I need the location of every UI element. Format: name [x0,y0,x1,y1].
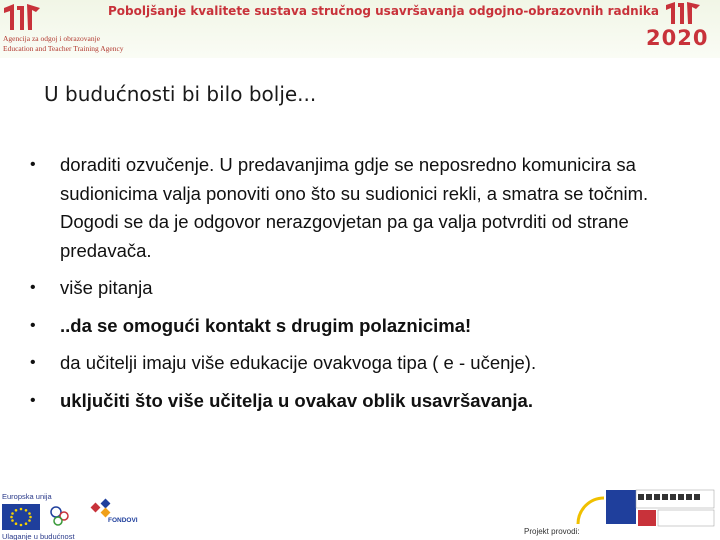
bullet-item [28,151,698,265]
project-implementer-label: Projekt provodi: [524,527,580,536]
azoo-small-logo-icon [664,0,704,26]
bullet-icon: • [30,156,36,173]
bullet-text: da učitelji imaju više edukacije ovakvoga tipa ( e - učenje). [60,352,537,373]
slide-title: U budućnosti bi bilo bolje... [44,82,317,106]
bullet-text: uključiti što više učitelja u ovakav oblik usavršavanja. [60,389,533,411]
swirl-logo-icon [48,504,74,528]
project-title: Poboljšanje kvalitete sustava stručnog usavršavanja odgojno-obrazovnih radnika [108,4,659,18]
partner-logos-icon [520,480,720,528]
year-label: 2020 [646,26,709,50]
bullet-item [28,312,698,341]
eu-tagline: Ulaganje u budućnost [2,532,75,540]
azoo-logo-icon [2,2,42,32]
bullet-text: više pitanja [60,277,153,298]
fondovi-logo-icon [90,496,124,518]
fondovi-label: FONDOVI [108,517,138,524]
bullet-item [28,274,698,303]
bullet-icon: • [30,354,36,371]
eu-flag-icon [2,504,40,530]
agency-name-en: Education and Teacher Training Agency [3,44,124,53]
bullet-text: ..da se omogući kontakt s drugim polaznicima! [60,314,472,336]
bullet-item [28,387,698,416]
partner-logos [520,480,720,540]
bullet-item [28,349,698,378]
bullet-list [28,151,698,424]
bullet-icon: • [30,316,36,334]
eu-label: Europska unija [2,492,52,501]
bullet-icon: • [30,279,36,296]
header-banner [0,0,720,58]
agency-name-hr: Agencija za odgoj i obrazovanje [3,34,101,43]
bullet-text: doraditi ozvučenje. U predavanjima gdje se neposredno komunicira sa sudionicima valja ponoviti ono što su sudionici rekli, a smatra se točnim. Dogodi se da je odgovor nerazgovjetan pa ga valja potvrditi od strane predavača. [60,154,649,261]
azoo-2020-logo [644,0,720,56]
bullet-icon: • [30,391,36,409]
eu-funding-logos [0,490,145,540]
